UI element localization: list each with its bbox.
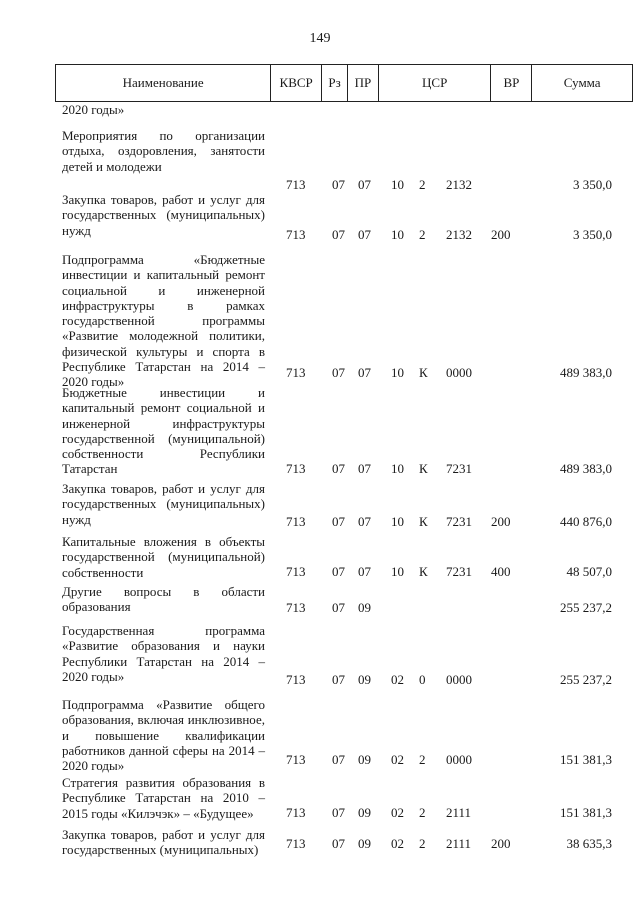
row-csr-program: 02: [391, 835, 404, 851]
row-csr-subprogram: К: [419, 460, 428, 476]
row-pr: 09: [358, 599, 371, 615]
row-name: Государственная программа «Развитие образования и науки Республики Татарстан на 2014 – 2020 годы»: [62, 623, 265, 684]
row-pr: 07: [358, 176, 371, 192]
row-csr-direction: 0000: [446, 364, 472, 380]
row-name: Стратегия развития образования в Республике Татарстан на 2010 – 2015 годы «Килэчэк» – «Будущее»: [62, 775, 265, 821]
header-csr: ЦСР: [379, 65, 492, 101]
row-csr-program: 10: [391, 176, 404, 192]
row-sum: 255 237,2: [560, 599, 612, 615]
row-rz: 07: [332, 226, 345, 242]
row-csr-direction: 7231: [446, 460, 472, 476]
row-rz: 07: [332, 751, 345, 767]
table-row: [0, 128, 640, 192]
row-kvsr: 713: [286, 460, 306, 476]
row-name: Закупка товаров, работ и услуг для государственных (муниципальных) нужд: [62, 192, 265, 238]
row-sum: 151 381,3: [560, 751, 612, 767]
page-number: 149: [309, 31, 331, 46]
row-csr-program: 02: [391, 804, 404, 820]
row-kvsr: 713: [286, 226, 306, 242]
row-sum: 151 381,3: [560, 804, 612, 820]
row-name: Закупка товаров, работ и услуг для государственных (муниципальных) нужд: [62, 481, 265, 527]
row-rz: 07: [332, 176, 345, 192]
header-pr: ПР: [348, 65, 379, 101]
row-pr: 09: [358, 804, 371, 820]
row-kvsr: 713: [286, 364, 306, 380]
row-csr-subprogram: К: [419, 364, 428, 380]
row-name: Подпрограмма «Бюджетные инвестиции и капитальный ремонт социальной и инженерной инфраструктуры в рамках государственной программы «Развитие молодежной политики, физической культуры и спорта в Республике Татарстан на 2014 – 2020 годы»: [62, 252, 265, 390]
row-csr-direction: 7231: [446, 513, 472, 529]
row-name: Капитальные вложения в объекты государственной (муниципальной) собственности: [62, 534, 265, 580]
row-rz: 07: [332, 599, 345, 615]
row-sum: 440 876,0: [560, 513, 612, 529]
table-row: [0, 192, 640, 242]
row-rz: 07: [332, 671, 345, 687]
row-rz: 07: [332, 460, 345, 476]
header-kvsr: КВСР: [271, 65, 322, 101]
row-sum: 489 383,0: [560, 364, 612, 380]
row-sum: 3 350,0: [573, 176, 612, 192]
table-body: [0, 102, 640, 858]
row-csr-direction: 2132: [446, 176, 472, 192]
row-csr-subprogram: 2: [419, 751, 426, 767]
row-kvsr: 713: [286, 513, 306, 529]
row-kvsr: 713: [286, 671, 306, 687]
row-csr-subprogram: 2: [419, 176, 426, 192]
table-row: [0, 242, 640, 390]
row-name: Мероприятия по организации отдыха, оздоровления, занятости детей и молодежи: [62, 128, 265, 174]
row-name: Подпрограмма «Развитие общего образования, включая инклюзивное, и повышение квалификации работников данной сферы на 2014 – 2020 годы»: [62, 697, 265, 774]
row-csr-direction: 2132: [446, 226, 472, 242]
row-csr-program: 10: [391, 364, 404, 380]
row-rz: 07: [332, 364, 345, 380]
row-csr-direction: 0000: [446, 671, 472, 687]
table-row: [0, 615, 640, 687]
table-row: [0, 767, 640, 820]
row-csr-program: 10: [391, 226, 404, 242]
row-vr: 200: [491, 513, 511, 529]
row-pr: 07: [358, 364, 371, 380]
row-csr-subprogram: 2: [419, 226, 426, 242]
row-pr: 07: [358, 226, 371, 242]
row-sum: 38 635,3: [566, 835, 612, 851]
row-name: Закупка товаров, работ и услуг для государственных (муниципальных): [62, 827, 265, 858]
row-sum: 3 350,0: [573, 226, 612, 242]
row-sum: 255 237,2: [560, 671, 612, 687]
row-kvsr: 713: [286, 176, 306, 192]
row-csr-direction: 7231: [446, 563, 472, 579]
row-vr: 200: [491, 835, 511, 851]
row-csr-subprogram: 0: [419, 671, 426, 687]
header-name: Наименование: [56, 65, 271, 101]
row-vr: 400: [491, 563, 511, 579]
row-csr-direction: 0000: [446, 751, 472, 767]
row-pr: 09: [358, 835, 371, 851]
row-vr: 200: [491, 226, 511, 242]
table-row: [0, 476, 640, 529]
row-kvsr: 713: [286, 804, 306, 820]
row-csr-direction: 2111: [446, 835, 472, 851]
header-vr: ВР: [491, 65, 532, 101]
row-name: 2020 годы»: [62, 102, 125, 117]
row-rz: 07: [332, 835, 345, 851]
row-csr-program: 02: [391, 671, 404, 687]
table-row: [0, 820, 640, 858]
table-header: [55, 64, 633, 102]
row-csr-subprogram: 2: [419, 804, 426, 820]
row-rz: 07: [332, 804, 345, 820]
row-kvsr: 713: [286, 599, 306, 615]
table-row: [0, 529, 640, 579]
row-sum: 489 383,0: [560, 460, 612, 476]
row-pr: 09: [358, 671, 371, 687]
row-csr-direction: 2111: [446, 804, 472, 820]
row-name: Бюджетные инвестиции и капитальный ремонт социальной и инженерной инфраструктуры государственной (муниципальной) собственности Республики Татарстан: [62, 385, 265, 477]
row-csr-program: 10: [391, 563, 404, 579]
row-kvsr: 713: [286, 751, 306, 767]
row-name: Другие вопросы в области образования: [62, 584, 265, 615]
row-pr: 09: [358, 751, 371, 767]
row-pr: 07: [358, 563, 371, 579]
row-kvsr: 713: [286, 835, 306, 851]
row-rz: 07: [332, 513, 345, 529]
row-csr-program: 10: [391, 513, 404, 529]
table-row: [0, 102, 640, 128]
table-row: [0, 579, 640, 615]
row-csr-program: 02: [391, 751, 404, 767]
table-row: [0, 380, 640, 476]
row-sum: 48 507,0: [566, 563, 612, 579]
row-csr-subprogram: К: [419, 513, 428, 529]
row-rz: 07: [332, 563, 345, 579]
row-csr-subprogram: К: [419, 563, 428, 579]
row-pr: 07: [358, 460, 371, 476]
row-csr-program: 10: [391, 460, 404, 476]
header-rz: Рз: [322, 65, 348, 101]
row-csr-subprogram: 2: [419, 835, 426, 851]
row-pr: 07: [358, 513, 371, 529]
table-row: [0, 687, 640, 774]
header-sum: Сумма: [563, 75, 601, 90]
row-kvsr: 713: [286, 563, 306, 579]
